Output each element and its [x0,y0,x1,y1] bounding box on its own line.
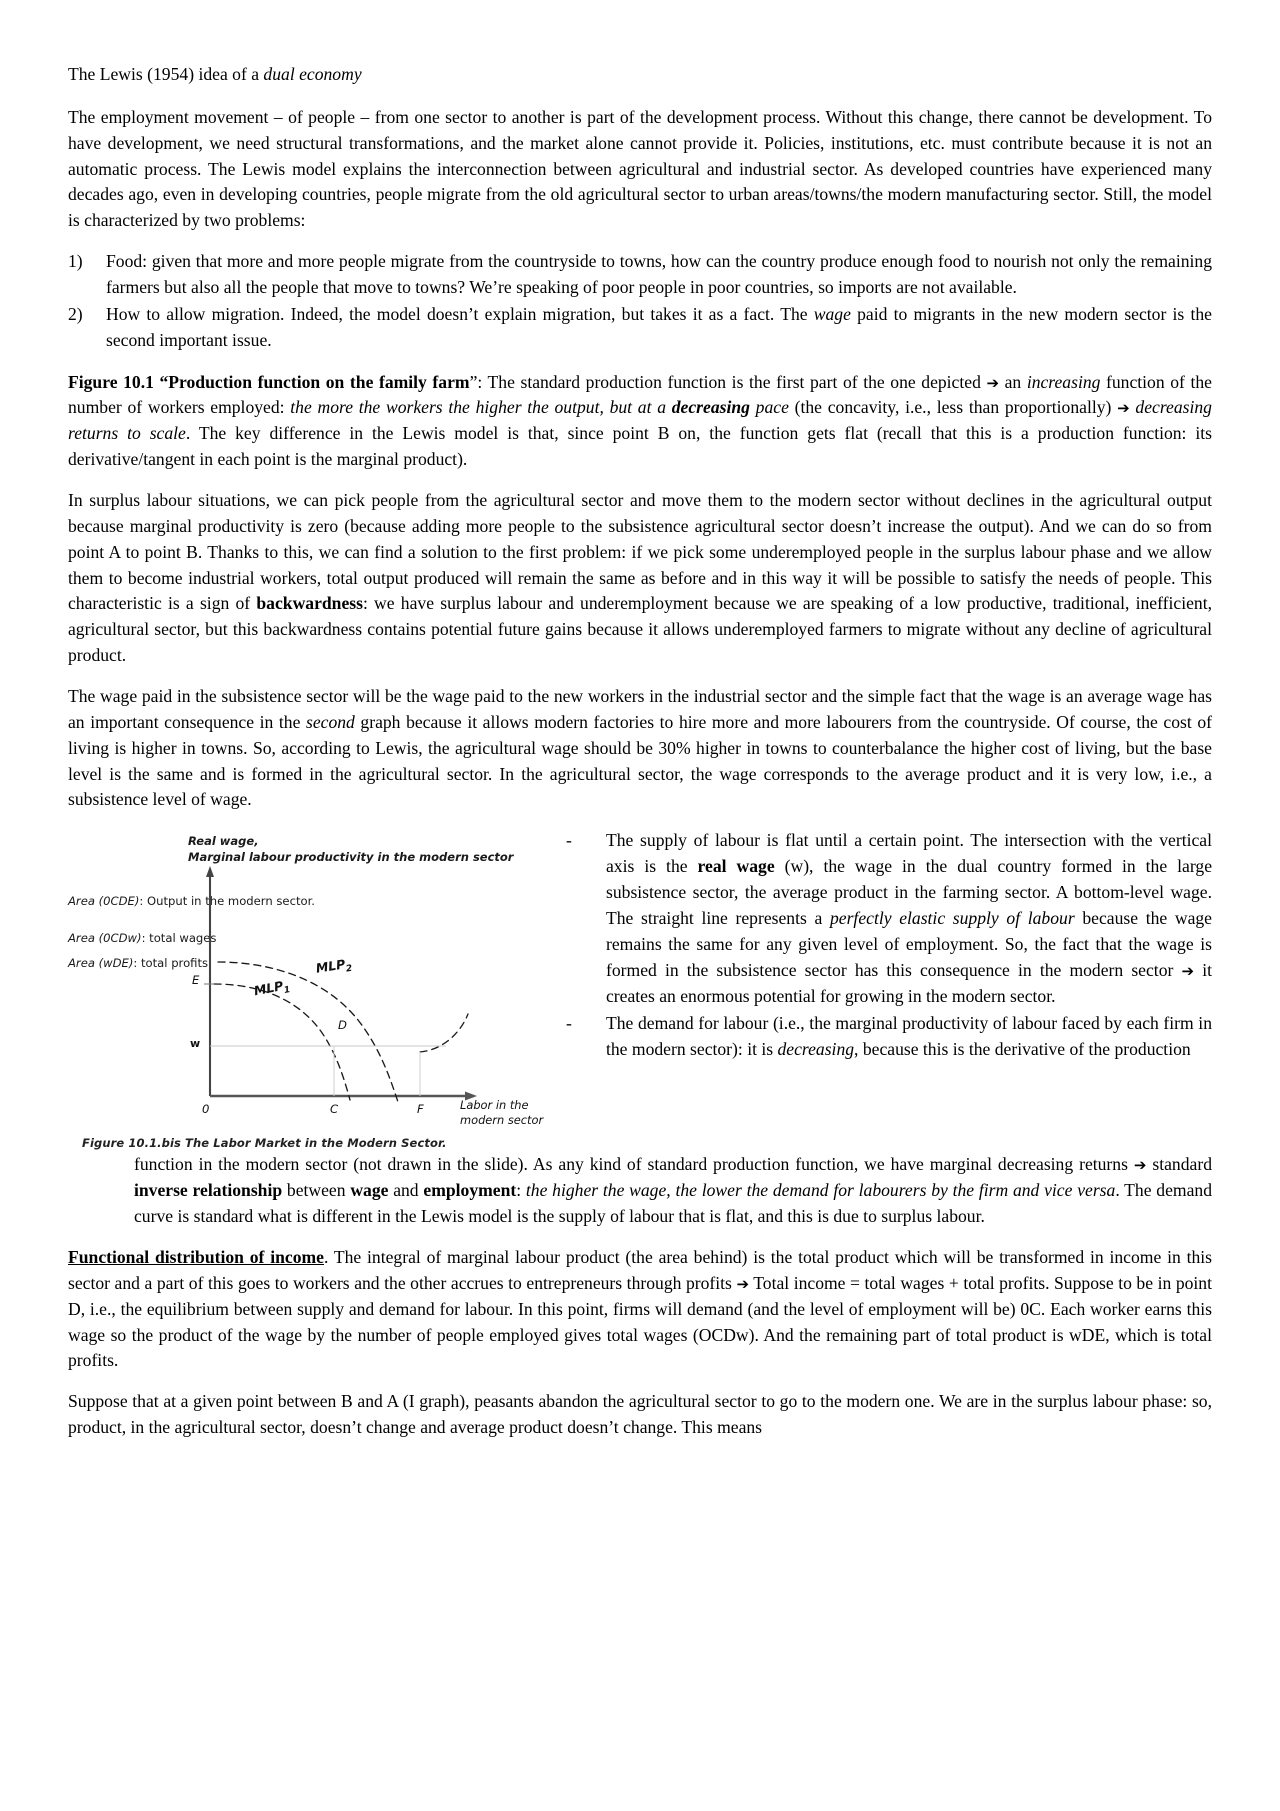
wage-plain-2: graph because it allows modern factories to hire more and more labourers from the countryside. Of course, the cost of living is higher in towns. So, according to Lewis, the agricultural wage should be 30% higher in towns to counterbalance the higher cost of living, but the base level is the same and is formed in the agricultural sector. In the agricultural sector, the wage corresponds to the average product and it is very low, i.e., a subsistence level of wage. [68,711,1212,810]
arrow-icon: ➔ [1117,399,1130,418]
list-item [566,828,1212,1009]
sidenote-label: Area (0CDE) [68,894,140,909]
title-plain: The Lewis (1954) idea of a [68,64,264,84]
functional-plain-2: Total income = total wages + total profits. Suppose to be in point D, i.e., the equilibrium between supply and demand for labour. In this point, firms will demand (and the level of employment will be) 0C. Each worker earns this wage so the product of the wage by the number of people employed gives total wages (OCDw). And the remaining part of total product is wDE, which is total profits. [68,1272,1212,1371]
page-title [68,62,1212,88]
labor-market-figure [68,834,560,1134]
figure-plot-area [68,834,560,1134]
sidenote-text: : total wages [141,931,217,946]
list-marker: 2) [68,303,83,324]
y-axis-title-line1: Real wage, [188,834,259,849]
cont-plain-4: and [388,1180,424,1201]
x-tick-label-F: F [417,1102,424,1117]
figure-bold-italic: decreasing [671,397,750,418]
arrow-icon: ➔ [1181,961,1195,980]
x-axis-title-line2: modern sector [460,1113,544,1128]
figure-plain-2: an [999,371,1027,392]
curve-label-subscript: 2 [345,964,354,975]
cont-bold-1: inverse relationship [134,1180,283,1201]
figure-italic-4: decreasing returns to scale [68,397,1212,444]
bullets-column [560,828,1212,1065]
paragraph-figure-101 [68,370,1212,473]
curve-label-text: MLP [252,978,285,999]
bullet-italic-1: perfectly elastic supply of labour [829,907,1075,928]
sidenote-text: : total profits. [133,956,212,971]
sidenote-text: : Output in the modern sector. [139,894,315,909]
arrow-icon: ➔ [736,1274,750,1293]
cont-italic-1: the higher the wage, the lower the demand for labourers by the firm and vice versa [525,1180,1116,1201]
supply-demand-bullets [566,828,1212,1063]
bullet-plain-2: , because this is the derivative of the production [854,1039,1191,1060]
bullet-text [606,828,1212,1009]
figure-caption: Figure 10.1.bis The Labor Market in the Modern Sector. [82,1136,447,1151]
bullet-text [606,1011,1212,1063]
arrow-icon: ➔ [1133,1156,1147,1175]
y-tick-label-w: w [190,1037,201,1051]
wage-plain-1: The wage paid in the subsistence sector will be the wage paid to the new workers in the industrial sector and the simple fact that the wage is an average wage has an important consequence in the [68,686,1212,732]
paragraph-wage [68,684,1212,813]
figure-italic-3: pace [749,397,789,418]
bullet-italic-1: decreasing [777,1039,855,1060]
bullet-plain-3: because the wage remains the same for any given level of employment. So, the fact that the wage is formed in the subsistence sector has this consequence in the modern sector [606,907,1212,980]
paragraph-last: Suppose that at a given point between B and A (I graph), peasants abandon the agricultural sector to go to the modern one. We are in the surplus labour phase: so, product, in the agricultural sector, doesn’t change and average product doesn’t change. This means [68,1391,1212,1438]
bullet-plain-2: (w), the wage in the dual country formed in the large subsistence sector, the average product in the farming sector. A bottom-level wage. The straight line represents a [606,856,1212,928]
figure-column [68,828,560,1150]
list-item [68,302,1212,354]
functional-heading: Functional distribution of income [68,1246,324,1267]
cont-plain-3: between [282,1180,351,1201]
bullet-plain-1: The demand for labour (i.e., the marginal productivity of labour faced by each firm in the modern sector): it is [606,1013,1212,1060]
curve-label-text: MLP [314,956,347,977]
sidenote-label: Area (wDE) [68,956,134,971]
figure-plain-3: function of the number of workers employed: [68,371,1212,418]
cont-plain-1: function in the modern sector (not drawn in the slide). As any kind of standard production function, we have marginal decreasing returns [134,1154,1134,1175]
list-marker: 1) [68,251,83,272]
x-axis-title-line1: Labor in the [460,1098,529,1113]
bullet-bold-1: real wage [697,856,775,877]
y-axis-title-line2: Marginal labour productivity in the modern sector [188,849,514,864]
cont-bold-3: employment [423,1180,517,1201]
surplus-plain-2: : we have surplus labour and underemployment because we are speaking of a low productive, traditional, inefficient, agricultural sector, but this backwardness contains potential future gains because it allows underemployed farmers to migrate without any decline of agricultural product. [68,593,1212,666]
surplus-plain-1: In surplus labour situations, we can pick people from the agricultural sector and move them to the modern sector without declines in the agricultural output because marginal productivity is zero (because adding more people to the subsistence agricultural sector doesn’t increase the output). And we can do so from point A to point B. Thanks to this, we can find a solution to the first problem: if we pick some underemployed people in the surplus labour phase and we allow them to become industrial workers, total output produced will remain the same as before and in this way it will be possible to satisfy the needs of people. This characteristic is a sign of [68,490,1212,614]
figure-and-bullets-block [68,828,1212,1150]
list-item [566,1011,1212,1063]
x-tick-label-0: 0 [202,1102,210,1117]
figure-italic-1: increasing [1026,371,1101,392]
list-item-text [106,302,1212,354]
x-tick-label-C: C [330,1102,339,1117]
list-item-text-a: How to allow migration. Indeed, the model doesn’t explain migration, but takes it as a fact. The [106,303,814,324]
bullet-dash: - [566,1013,572,1034]
surplus-bold: backwardness [256,593,363,614]
x-axis-title [460,1098,550,1128]
cont-bold-2: wage [350,1180,389,1201]
paragraph-intro: The employment movement – of people – from one sector to another is part of the development process. Without this change, there cannot be development. To have development, we need structural transformations, and the market alone cannot provide it. Policies, institutions, etc. must contribute because it is not an automatic process. The Lewis model explains the interconnection between agricultural and industrial sector. As developed countries have experienced many decades ago, even in developing countries, people migrate from the old agricultural sector to urban areas/towns/the modern manufacturing sector. Still, the model is characterized by two problems: [68,106,1212,231]
list-item [68,249,1212,301]
paragraph-surplus-labour [68,488,1212,669]
list-item-italic: wage [813,303,851,324]
bullet-continuation-paragraph [134,1152,1212,1230]
wage-italic: second [305,711,355,732]
cont-plain-5: : [516,1180,526,1201]
functional-plain-1: . The integral of marginal labour product (the area behind) is the total product which will be transformed in income in this sector and a part of this goes to workers and the other accrues to entrepreneurs through profits [68,1246,1212,1293]
y-tick-label-E: E [192,973,200,988]
list-item-text-b: paid to migrants in the new modern sector is the second important issue. [106,303,1212,350]
figure-plain-4: (the concavity, i.e., less than proportionally) [788,397,1118,418]
figure-plain-5: . The key difference in the Lewis model is that, since point B on, the function gets flat (recall that this is a production function: its derivative/tangent in each point is the marginal product). [68,423,1212,470]
paragraph-functional-distribution [68,1245,1212,1374]
figure-plain-1: ”: The standard production function is the first part of the one depicted [469,371,987,392]
cont-plain-2: standard [1146,1154,1212,1175]
arrow-icon: ➔ [986,373,1000,392]
curve-label-subscript: 1 [283,985,292,997]
figure-italic-2: the more the workers the higher the output, but at a [290,397,672,418]
list-item-text: Food: given that more and more people migrate from the countryside to towns, how can the country produce enough food to nourish not only the remaining farmers but also all the people that move to towns? We’re speaking of poor people in poor countries, so imports are not available. [106,251,1212,298]
point-label-D: D [338,1018,347,1033]
bullet-dash: - [566,830,572,851]
title-italic: dual economy [263,64,362,84]
bullet-plain-4: it creates an enormous potential for growing in the modern sector. [606,959,1212,1006]
bullet-plain-1: The supply of labour is flat until a certain point. The intersection with the vertical axis is the [606,830,1212,877]
cont-plain-6: . The demand curve is standard what is different in the Lewis model is the supply of labour that is flat, and this is due to surplus labour. [134,1180,1212,1227]
sidenote-label: Area (0CDw) [68,931,142,946]
figure-bold-title: Figure 10.1 “Production function on the family farm [68,371,470,392]
problems-list [68,249,1212,353]
